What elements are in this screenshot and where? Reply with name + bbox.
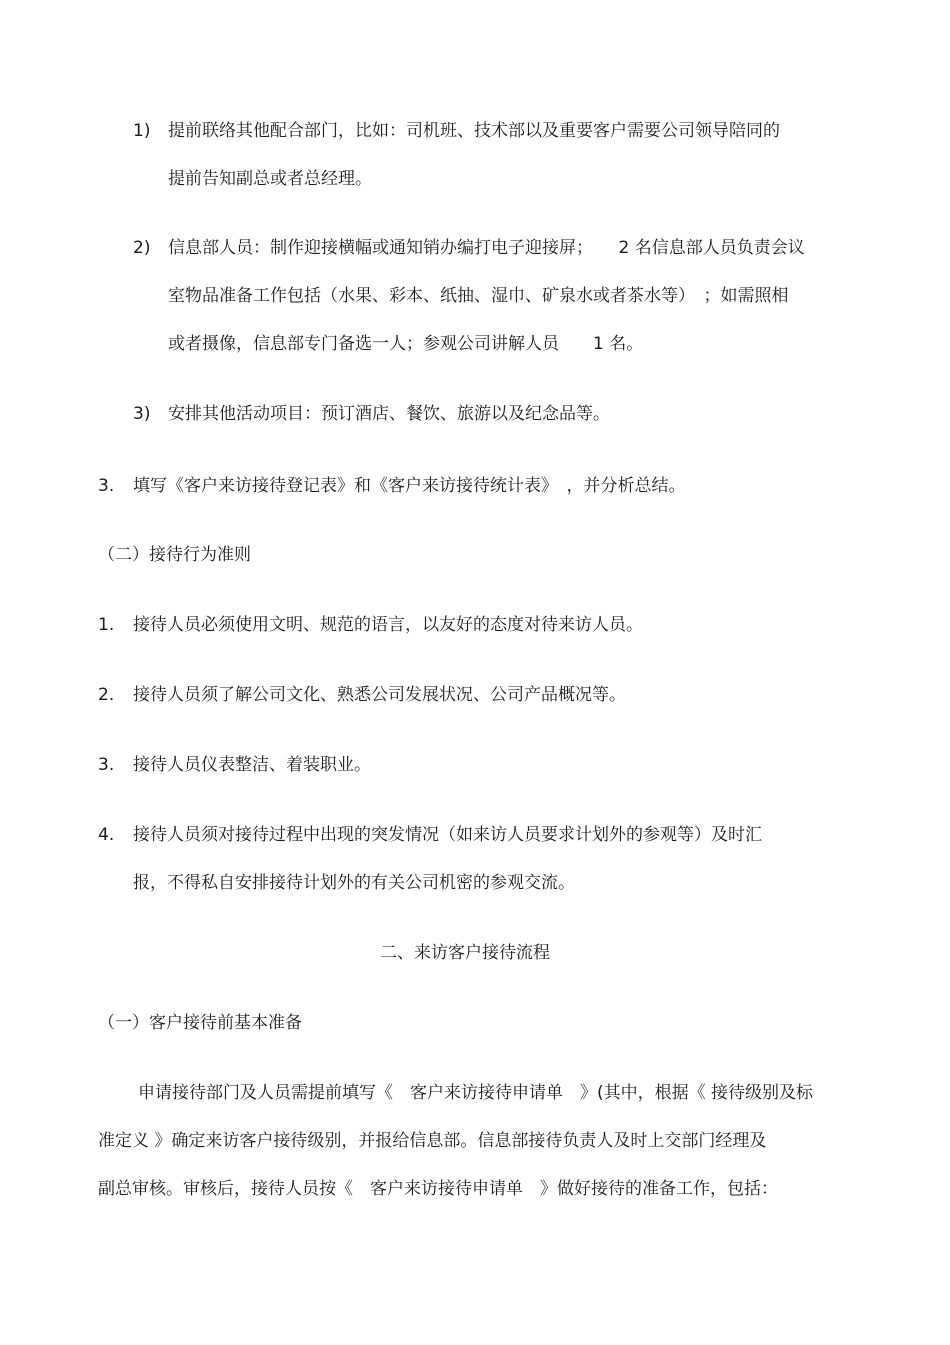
sub-item-2-marker: 2) [133,238,151,258]
section-conduct-heading: （二）接待行为准则 [98,545,251,565]
sub-item-1-marker: 1) [133,121,151,141]
prep-paragraph-line-1: 申请接待部门及人员需提前填写《 客户来访接待申请单 》(其中，根据《 接待级别及标 [138,1083,814,1103]
conduct-item-3-marker: 3. [98,755,115,775]
conduct-item-1-marker: 1. [98,615,115,635]
chapter-title: 二、来访客户接待流程 [380,943,550,963]
sub-item-2-line-2: 室物品准备工作包括（水果、彩本、纸抽、湿巾、矿泉水或者茶水等） ；如需照相 [168,286,789,306]
sub-item-1-line-1: 提前联络其他配合部门，比如：司机班、技术部以及重要客户需要公司领导陪同的 [168,121,780,141]
conduct-item-2-marker: 2. [98,685,115,705]
prep-paragraph-line-2: 准定义 》确定来访客户接待级别，并报给信息部。信息部接待负责人及时上交部门经理及 [98,1131,767,1151]
item-3-marker: 3. [98,476,115,496]
sub-item-2-line-1: 信息部人员：制作迎接横幅或通知销办编打电子迎接屏； 2 名信息部人员负责会议 [168,238,805,258]
conduct-item-4-line-2: 报，不得私自安排接待计划外的有关公司机密的参观交流。 [133,873,575,893]
item-3-text: 填写《客户来访接待登记表》和《客户来访接待统计表》 ，并分析总结。 [133,476,686,496]
conduct-item-4-line-1: 接待人员须对接待过程中出现的突发情况（如来访人员要求计划外的参观等）及时汇 [133,825,762,845]
conduct-item-1-text: 接待人员必须使用文明、规范的语言，以友好的态度对待来访人员。 [133,615,643,635]
sub-item-1-line-2: 提前告知副总或者总经理。 [168,169,372,189]
sub-item-2-line-3: 或者摄像，信息部专门备选一人；参观公司讲解人员 1 名。 [168,334,644,354]
conduct-item-3-text: 接待人员仪表整洁、着装职业。 [133,755,371,775]
section-prep-heading: （一）客户接待前基本准备 [98,1013,302,1033]
sub-item-3-marker: 3) [133,404,151,424]
conduct-item-4-marker: 4. [98,825,115,845]
prep-paragraph-line-3: 副总审核。审核后，接待人员按《 客户来访接待申请单 》做好接待的准备工作，包括： [98,1179,778,1199]
conduct-item-2-text: 接待人员须了解公司文化、熟悉公司发展状况、公司产品概况等。 [133,685,626,705]
sub-item-3-line-1: 安排其他活动项目：预订酒店、餐饮、旅游以及纪念品等。 [168,404,610,424]
